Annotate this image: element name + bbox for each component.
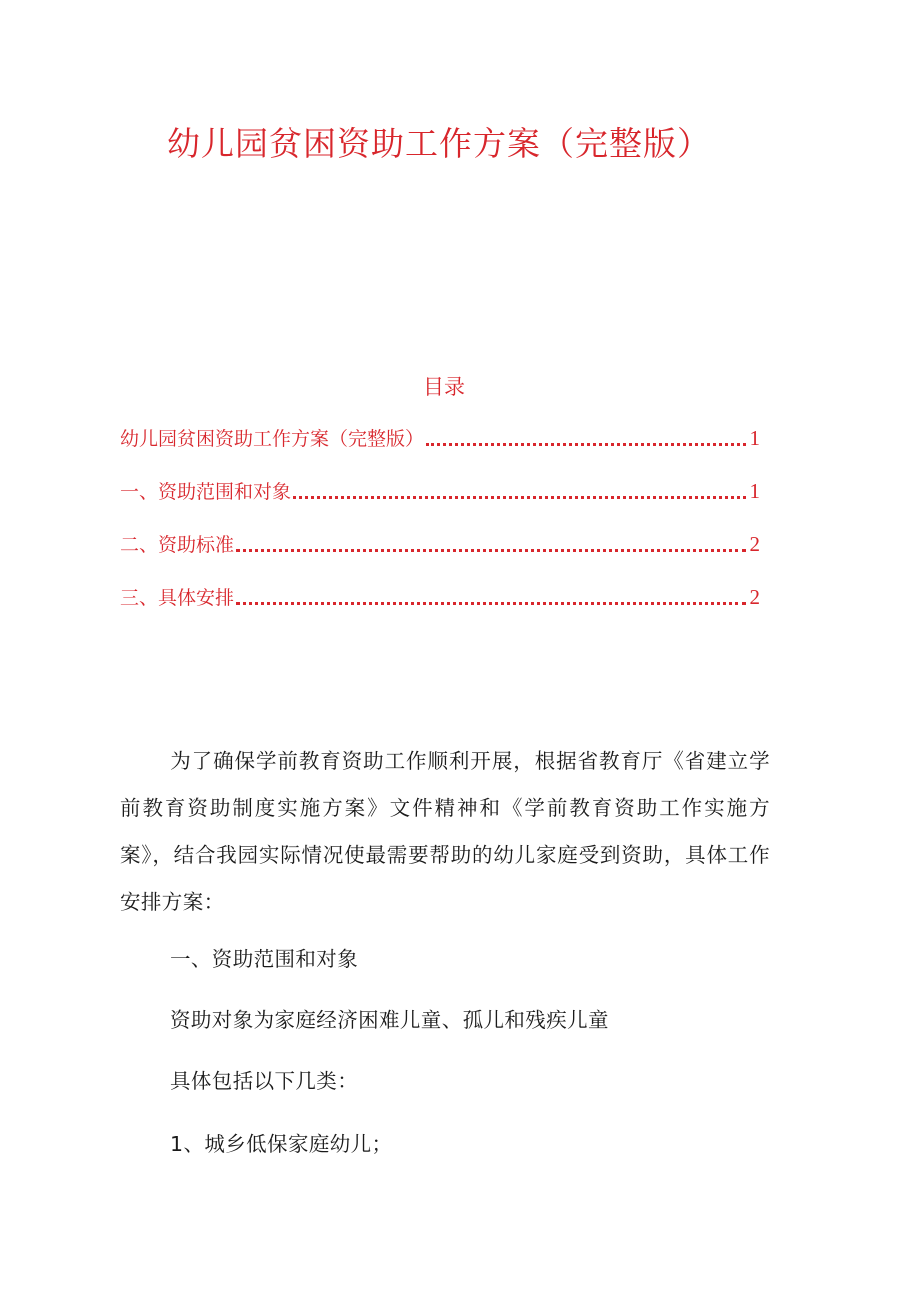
toc-entry-text: 一、资助范围和对象 — [120, 481, 292, 503]
toc-entry-text: 幼儿园贫困资助工作方案（完整版） — [120, 428, 425, 450]
toc-entry-text: 三、具体安排 — [120, 587, 235, 609]
toc-entry[interactable] — [120, 478, 760, 504]
toc-page-number: 2 — [749, 532, 760, 556]
toc-leader-dots — [236, 539, 745, 552]
section-heading: 一、资助范围和对象 — [170, 947, 359, 971]
toc-entry-text: 二、资助标准 — [120, 534, 235, 556]
toc-heading: 目录 — [423, 375, 465, 399]
document-title: 幼儿园贫困资助工作方案（完整版） — [167, 124, 711, 163]
toc-leader-dots — [293, 486, 745, 499]
table-of-contents — [120, 425, 760, 637]
toc-leader-dots — [426, 433, 745, 446]
section-paragraph: 资助对象为家庭经济困难儿童、孤儿和残疾儿童 — [170, 1008, 609, 1032]
toc-entry[interactable] — [120, 584, 760, 610]
toc-page-number: 1 — [749, 426, 760, 450]
list-item: 1、城乡低保家庭幼儿； — [170, 1132, 393, 1156]
list-intro: 具体包括以下几类： — [170, 1069, 359, 1093]
intro-paragraph: 为了确保学前教育资助工作顺利开展，根据省教育厅《省建立学前教育资助制度实施方案》文件精神和《学前教育资助工作实施方案》，结合我园实际情况使最需要帮助的幼儿家庭受到资助，具体工作安排方案： — [120, 749, 770, 914]
toc-entry[interactable] — [120, 425, 760, 451]
toc-leader-dots — [236, 592, 745, 605]
toc-entry[interactable] — [120, 531, 760, 557]
toc-page-number: 1 — [749, 479, 760, 503]
toc-page-number: 2 — [749, 585, 760, 609]
document-body — [120, 738, 770, 1168]
